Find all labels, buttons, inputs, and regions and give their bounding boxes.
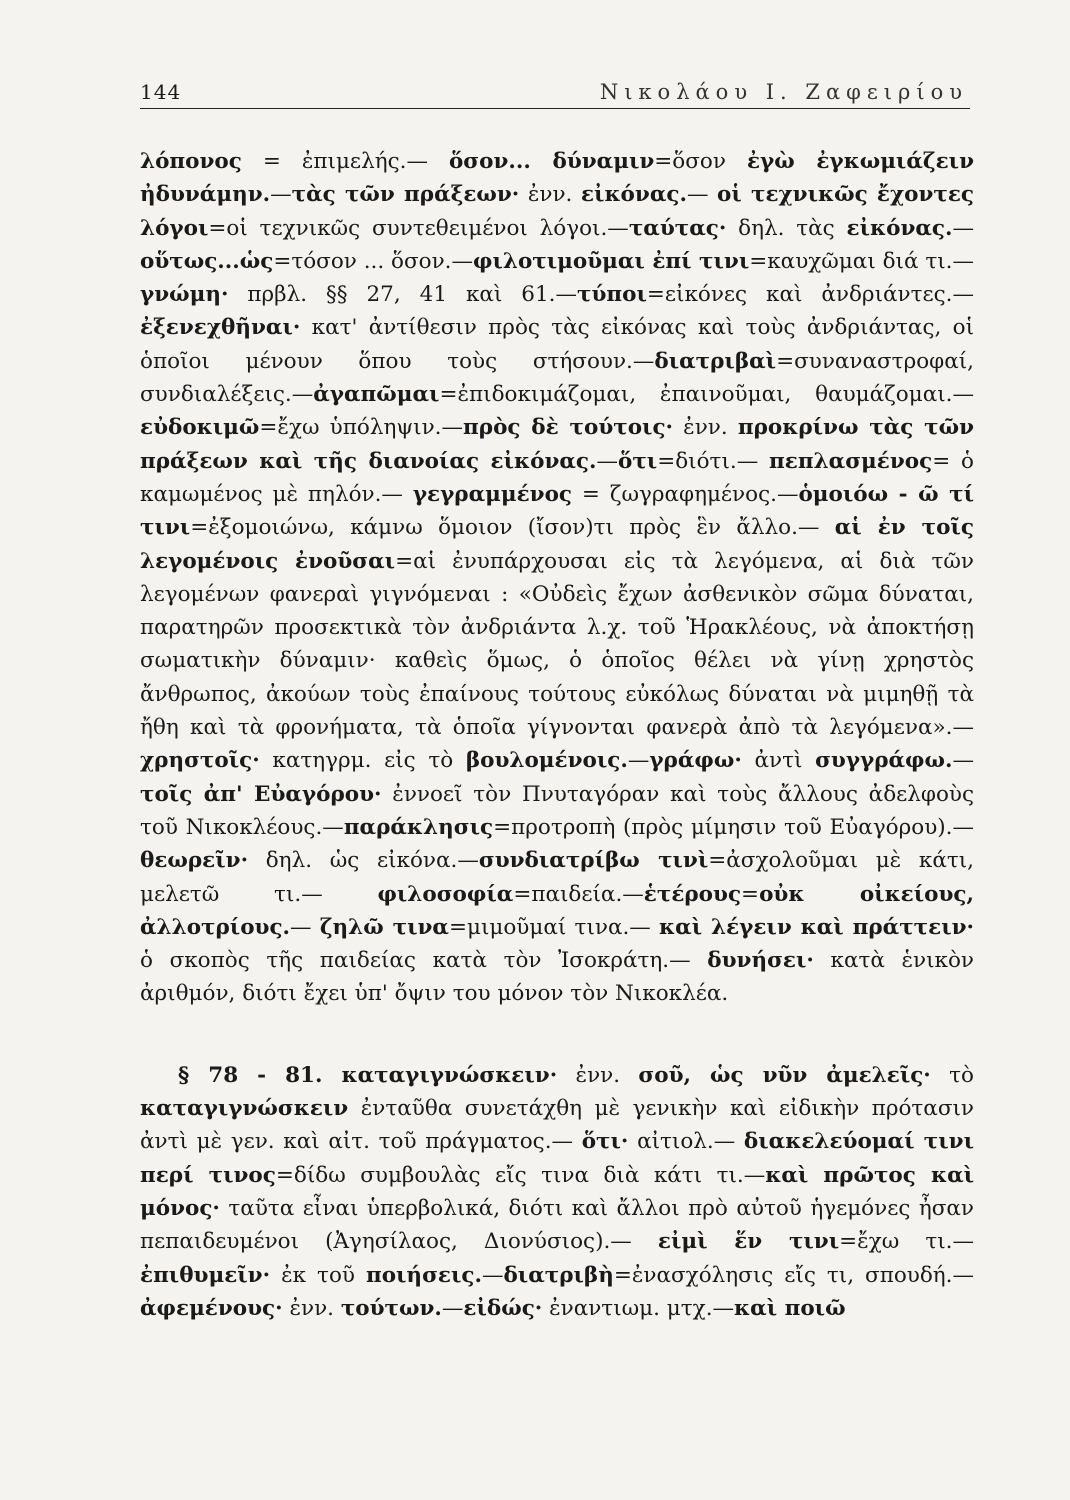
- lemma-text: γράφω·: [649, 748, 742, 774]
- page-header: [140, 78, 970, 109]
- lemma-text: χρηστοῖς·: [140, 748, 260, 774]
- page-body: [140, 145, 974, 1325]
- lemma-text: εἰδώς·: [463, 1295, 543, 1321]
- lemma-text: δυνήσει·: [707, 948, 814, 974]
- gloss-text: =τόσον ... ὅσον.—: [273, 248, 474, 274]
- gloss-text: =ἐξομοιώνω, κάμνω ὅμοιον (ἴσον)τι πρὸς ἓν ἄλλο.—: [190, 515, 835, 541]
- lemma-text: ποιήσεις.: [365, 1262, 482, 1288]
- gloss-text: —: [270, 182, 292, 208]
- gloss-text: αἰτιολ.—: [628, 1129, 744, 1155]
- gloss-text: =ἔχω ὑπόληψιν.—: [259, 415, 464, 441]
- lemma-text: εἰμὶ ἕν τινι: [657, 1229, 840, 1255]
- lemma-text: οὕτως...ὡς: [140, 248, 274, 274]
- gloss-text: —: [627, 748, 650, 774]
- gloss-text: κατ' ἀντίθεσιν πρὸς τὰς εἰκόνας καὶ τοὺς ἀνδριάντας, οἱ ὁποῖοι μένουν ὅπου τοὺς στήσουν.—: [140, 315, 974, 374]
- gloss-text: δηλ. τὰς: [726, 215, 847, 241]
- lemma-text: αἱ ἐν τοῖς λεγομένοις ἐνοῦσαι: [140, 515, 974, 574]
- lemma-text: εἰκόνας.: [580, 182, 687, 208]
- commentary-paragraph-1: [140, 145, 974, 1011]
- lemma-text: προκρίνω τὰς τῶν πράξεων καὶ τῆς διανοίας εἰκόνας.: [140, 415, 975, 474]
- lemma-text: καὶ λέγειν καὶ πράττειν·: [659, 914, 974, 940]
- lemma-text: παράκλησις: [343, 814, 494, 840]
- gloss-text: =παιδεία.—: [513, 881, 644, 907]
- lemma-text: ταύτας·: [628, 215, 727, 241]
- gloss-text: =ἐνασχόλησις εἴς τι, σπουδή.—: [613, 1262, 974, 1288]
- gloss-text: ἀντὶ: [741, 748, 816, 774]
- gloss-text: ἐκ τοῦ: [270, 1262, 366, 1288]
- gloss-text: =αἱ ἐνυπάρχουσαι εἰς τὰ λεγόμενα, αἱ διὰ τῶν λεγομένων φανεραὶ γιγνόμεναι : «Οὐδεὶς ἔχων ἀσθενικὸν σῶμα δύναται, παρατηρῶν προσεκτικὰ τὸν ἀνδριάντα λ.χ. τοῦ Ἡρακλέους, νὰ ἀποκτήσῃ σωματικὴν δύναμιν· καθεὶς ὅμως, ὁ ὁποῖος θέλει νὰ γίνῃ χρηστὸς ἄνθρωπος, ἀκούων τοὺς ἐπαίνους τούτους εὐκόλως δύναται νὰ μιμηθῇ τὰ ἤθη καὶ τὰ φρονήματα, τὰ ὁποῖα γίγνονται φανερὰ ἀπὸ τὰ λεγόμενα».—: [140, 548, 974, 741]
- gloss-text: =οἱ τεχνικῶς συντεθειμένοι λόγοι.—: [208, 215, 629, 241]
- gloss-text: —: [290, 914, 320, 940]
- lemma-text: συγγράφω.: [815, 748, 953, 774]
- lemma-text: πρὸς δὲ τούτοις·: [463, 415, 674, 441]
- commentary-paragraph-2: [140, 1059, 974, 1325]
- running-head: Νικολάου Ι. Ζαφειρίου: [599, 80, 968, 104]
- lemma-text: διατριβὴ: [503, 1262, 614, 1288]
- lemma-text: ὅσον... δύναμιν: [448, 149, 655, 174]
- lemma-text: λόπονος: [140, 149, 242, 174]
- lemma-text: γεγραμμένος: [412, 481, 573, 507]
- gloss-text: —: [952, 215, 974, 241]
- lemma-text: ἐξενεχθῆναι·: [140, 315, 301, 341]
- gloss-text: ἐνταῦθα συνετάχθη μὲ γενικὴν καὶ εἰδικὴν πρότασιν ἀντὶ μὲ γεν. καὶ αἰτ. τοῦ πράγματος.—: [140, 1096, 974, 1155]
- gloss-text: = ζωγραφημένος.—: [572, 481, 799, 507]
- lemma-text: ἀγαπῶμαι: [313, 382, 440, 408]
- lemma-text: διατριβαὶ: [654, 348, 777, 374]
- lemma-text: συνδιατρίβω τινὶ: [478, 848, 709, 874]
- lemma-text: οἱ τεχνικῶς ἔχοντες λόγοι: [140, 182, 974, 241]
- lemma-text: ἐπιθυμεῖν·: [140, 1262, 271, 1288]
- lemma-text: θεωρεῖν·: [140, 848, 249, 874]
- page-number: 144: [140, 80, 182, 104]
- gloss-text: ἐννοεῖ τὸν Πνυταγόραν καὶ τοὺς ἄλλους ἀδελφοὺς τοῦ Νικοκλέους.—: [140, 781, 975, 840]
- lemma-text: καὶ πρῶτος καὶ μόνος·: [140, 1162, 975, 1221]
- lemma-text: φιλοσοφία: [377, 881, 514, 907]
- lemma-text: διακελεύομαί τινι περί τινος: [140, 1129, 974, 1188]
- gloss-text: =δίδω συμβουλὰς εἴς τινα διὰ κάτι τι.—: [275, 1162, 766, 1188]
- lemma-text: ὅτι: [618, 448, 658, 474]
- lemma-text: εἰκόνας.: [846, 215, 953, 241]
- lemma-text: τοῖς ἀπ' Εὐαγόρου·: [140, 781, 382, 807]
- lemma-text: καὶ ποιῶ: [734, 1295, 846, 1321]
- lemma-text: καταγιγνώσκειν: [140, 1096, 349, 1122]
- gloss-text: =ἔχω τι.—: [839, 1229, 974, 1255]
- gloss-text: ἐνν.: [282, 1295, 341, 1321]
- gloss-text: ἐνν.: [673, 415, 738, 441]
- lemma-text: εὐδοκιμῶ: [140, 415, 260, 441]
- gloss-text: = ὁ καμωμένος μὲ πηλόν.—: [140, 448, 975, 507]
- lemma-text: πεπλασμένος: [769, 448, 933, 474]
- gloss-text: κατηγρμ. εἰς τὸ: [259, 748, 466, 774]
- lemma-text: ὁμοιόω - ῶ τί τινι: [140, 481, 974, 541]
- gloss-text: δηλ. ὡς εἰκόνα.—: [248, 848, 479, 874]
- gloss-text: = ἐπιμελής.—: [241, 149, 449, 174]
- lemma-text: τούτων.: [340, 1295, 442, 1321]
- lemma-text: § 78 - 81. καταγιγνώσκειν·: [178, 1062, 558, 1088]
- gloss-text: =συναναστροφαί, συνδιαλέξεις.—: [140, 348, 974, 408]
- gloss-text: ἐνν.: [519, 182, 581, 208]
- gloss-text: =: [741, 881, 760, 907]
- gloss-text: —: [952, 748, 974, 774]
- lemma-text: τὰς τῶν πράξεων·: [291, 182, 520, 208]
- lemma-text: βουλομένοις.: [465, 748, 628, 774]
- lemma-text: τύποι: [577, 282, 647, 308]
- lemma-text: οὐκ οἰκείους, ἀλλοτρίους.: [140, 881, 974, 940]
- gloss-text: ἐνν.: [557, 1062, 639, 1088]
- lemma-text: σοῦ, ὡς νῦν ἀμελεῖς·: [638, 1062, 931, 1088]
- gloss-text: πρβλ. §§ 27, 41 καὶ 61.—: [228, 282, 577, 308]
- gloss-text: =καυχῶμαι διά τι.—: [749, 248, 974, 274]
- lemma-text: ὅτι·: [581, 1129, 629, 1155]
- gloss-text: —: [596, 448, 618, 474]
- gloss-text: ταῦτα εἶναι ὑπερβολικά, διότι καὶ ἄλλοι πρὸ αὐτοῦ ἡγεμόνες ἦσαν πεπαιδευμένοι (Ἀγησίλαος, Διονύσιος).—: [140, 1195, 974, 1255]
- gloss-text: =μιμοῦμαί τινα.—: [448, 914, 660, 940]
- gloss-text: =ἀσχολοῦμαι μὲ κάτι, μελετῶ τι.—: [140, 848, 974, 907]
- gloss-text: κατὰ ἑνικὸν ἀριθμόν, διότι ἔχει ὑπ' ὄψιν του μόνον τὸν Νικοκλέα.: [140, 948, 974, 1007]
- gloss-text: =ὅσον: [654, 149, 747, 174]
- gloss-text: —: [686, 182, 718, 208]
- gloss-text: ὁ σκοπὸς τῆς παιδείας κατὰ τὸν Ἰσοκράτη.—: [140, 948, 708, 974]
- gloss-text: =εἰκόνες καὶ ἀνδριάντες.—: [646, 282, 974, 308]
- gloss-text: =διότι.—: [657, 448, 770, 474]
- lemma-text: ἑτέρους: [643, 881, 742, 907]
- gloss-text: =ἐπιδοκιμάζομαι, ἐπαινοῦμαι, θαυμάζομαι.—: [439, 382, 974, 408]
- gloss-text: τὸ: [930, 1062, 974, 1088]
- gloss-text: ἐναντιωμ. μτχ.—: [542, 1295, 735, 1321]
- lemma-text: φιλοτιμοῦμαι ἐπί τινι: [473, 248, 750, 274]
- gloss-text: —: [481, 1262, 504, 1288]
- lemma-text: ἐγὼ ἐγκωμιάζειν ἠδυνάμην.: [140, 149, 974, 208]
- lemma-text: γνώμη·: [140, 282, 229, 308]
- gloss-text: =προτροπὴ (πρὸς μίμησιν τοῦ Εὐαγόρου).—: [493, 814, 974, 840]
- lemma-text: ἀφεμένους·: [140, 1295, 283, 1321]
- lemma-text: ζηλῶ τινα: [319, 914, 449, 940]
- gloss-text: —: [441, 1295, 464, 1321]
